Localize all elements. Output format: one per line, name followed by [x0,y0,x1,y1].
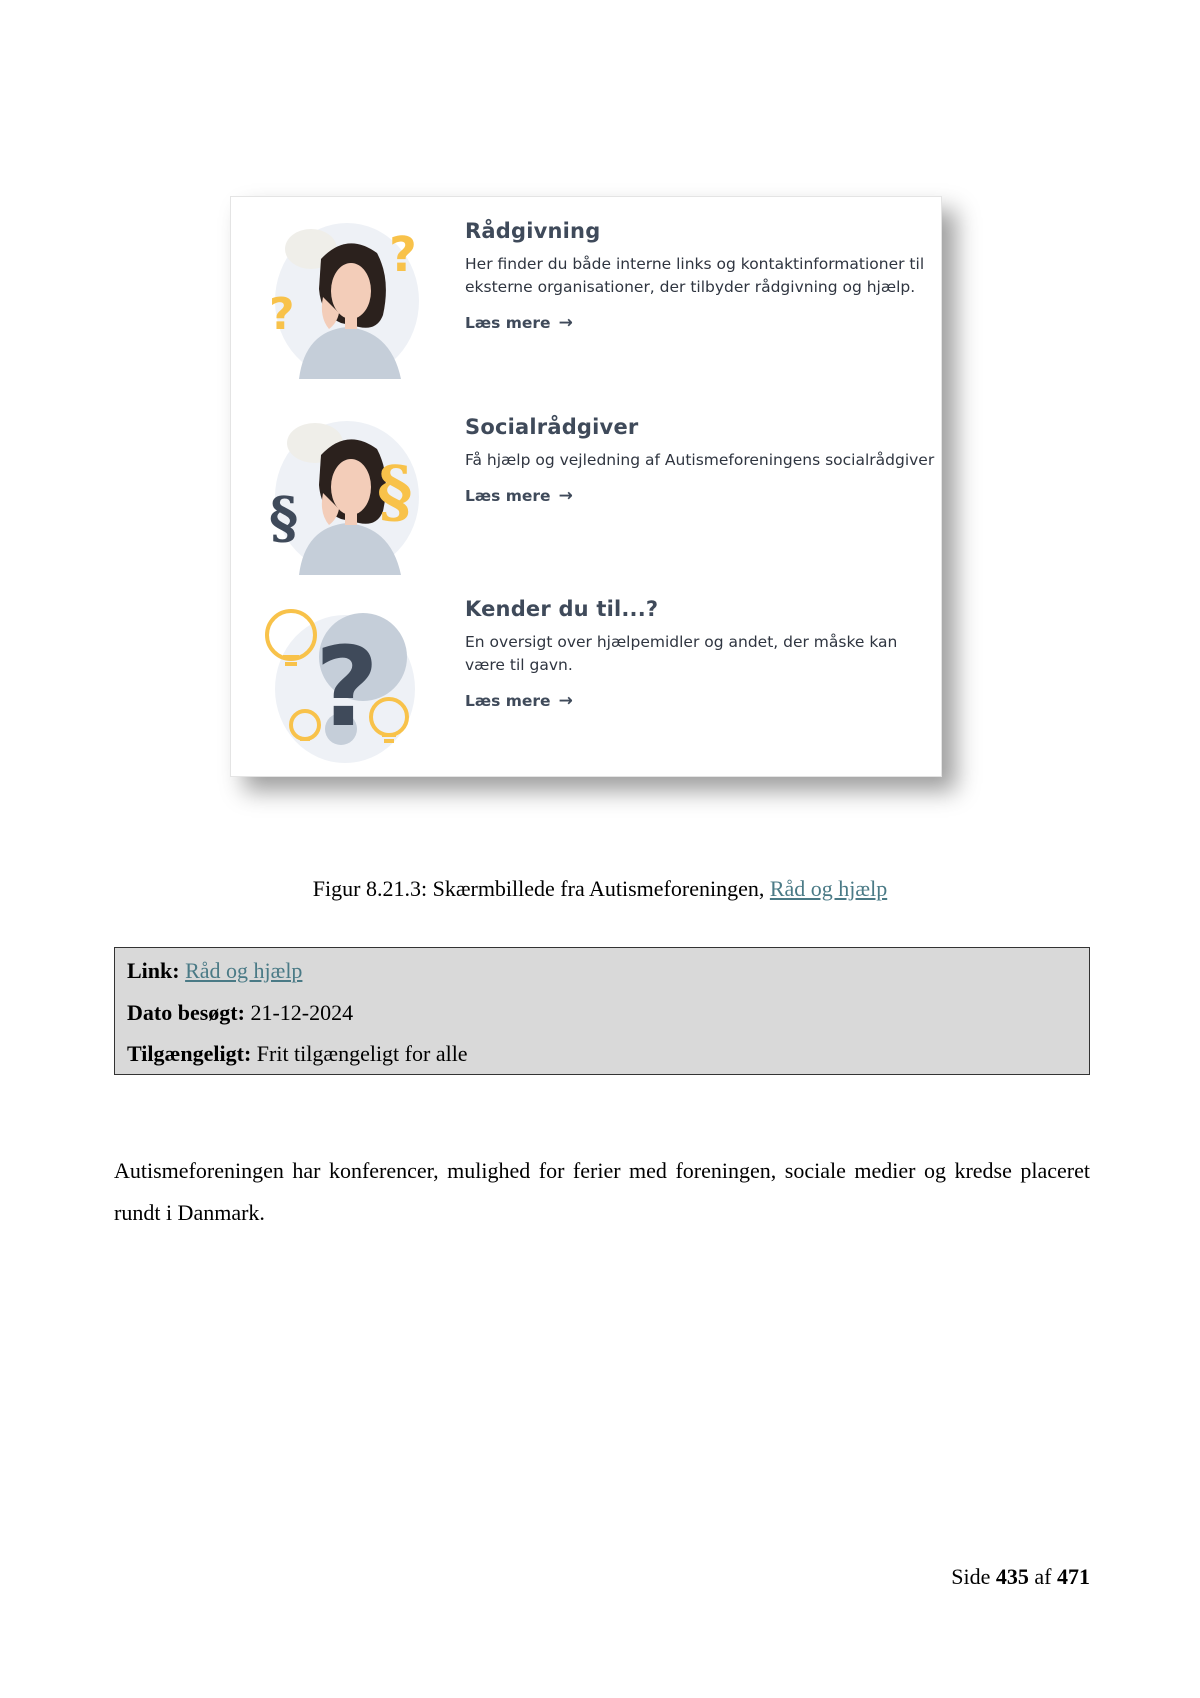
card-title: Socialrådgiver [465,415,639,439]
question-mark-lightbulbs-illustration [259,597,429,767]
read-more-link[interactable] [465,313,573,333]
info-date-label: Dato besøgt: [127,999,245,1025]
svg-text:§: § [269,485,299,551]
info-link-label: Link: [127,958,180,983]
card-title: Kender du til...? [465,597,659,621]
info-date-value: 21-12-2024 [250,999,354,1025]
read-more-label: Læs mere [465,692,551,710]
page-total: 471 [1057,1564,1090,1589]
woman-on-phone-question-marks-illustration [259,219,429,389]
body-paragraph: Autismeforeningen har konferencer, mulighed for ferier med foreningen, sociale medier og kredse placeret rundt i Danmark. [114,1158,1090,1225]
arrow-right-icon: → [558,691,573,711]
caption-text: Figur 8.21.3: Skærmbillede fra Autismeforeningen, [312,876,765,901]
info-date-row [127,992,1077,1034]
card-text-kender-du-til [465,597,935,711]
info-link-row [127,950,1077,992]
arrow-right-icon: → [558,313,573,333]
info-access-value: Frit tilgængeligt for alle [256,1041,468,1066]
card-description: Få hjælp og vejledning af Autismeforeningens socialrådgiver [465,451,935,469]
info-access-label: Tilgængeligt: [127,1041,252,1066]
card-text-socialraadgiver [465,415,935,506]
caption-link[interactable]: Råd og hjælp [769,876,888,901]
woman-on-phone-paragraph-signs-illustration [259,415,429,585]
page-prefix: Side [951,1564,991,1589]
svg-text:?: ? [315,623,379,751]
svg-text:?: ? [389,227,417,283]
read-more-link[interactable] [465,691,573,711]
info-access-row [127,1033,1077,1075]
info-link[interactable]: Råd og hjælp [185,958,303,983]
page-separator: af [1034,1564,1052,1589]
card-title: Rådgivning [465,219,601,243]
read-more-label: Læs mere [465,314,551,332]
card-description: Her finder du både interne links og kontaktinformationer til eksterne organisationer, der tilbyder rådgivning og hjælp. [465,255,925,296]
page-current: 435 [995,1564,1029,1589]
source-info-box [114,947,1090,1075]
read-more-link[interactable] [465,486,573,506]
page-number [951,1564,1090,1590]
figure-caption [0,876,1200,902]
read-more-label: Læs mere [465,487,551,505]
screenshot-figure [230,196,942,777]
svg-text:?: ? [269,289,295,340]
svg-text:§: § [377,452,413,532]
card-description: En oversigt over hjælpemidler og andet, der måske kan være til gavn. [465,633,898,674]
arrow-right-icon: → [558,486,573,506]
card-text-raadgivning [465,219,935,333]
